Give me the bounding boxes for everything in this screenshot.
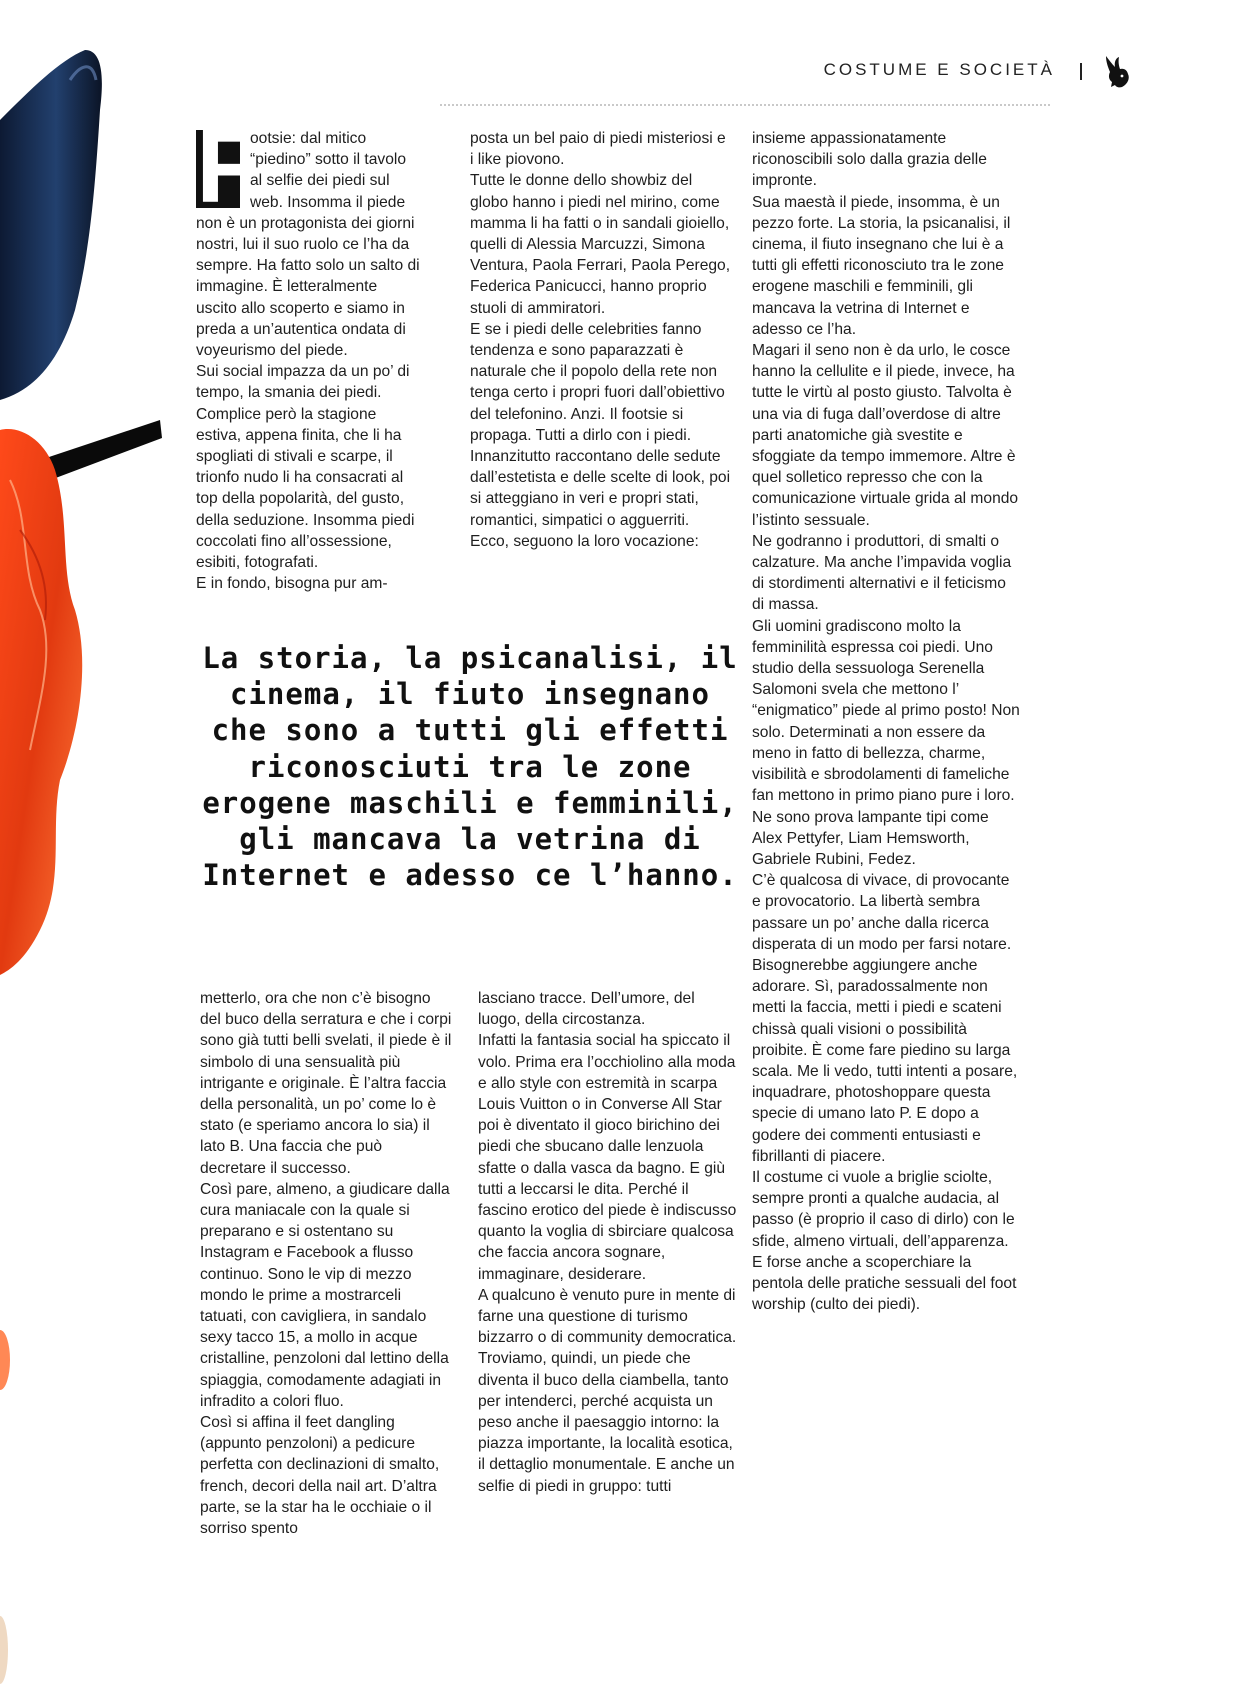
paragraph: Magari il seno non è da urlo, le cosce hanno la cellulite e il piede, invece, ha tutte le virtù al posto giusto. Talvolta è una via di fuga dall’overdose di altre parti anatomiche già svestite e sfoggiate da tempo immemore. Altre è quel solletico represso che con la comunicazione virtuale grida al mondo l’istinto sessuale.	[752, 342, 1019, 529]
paragraph: Così pare, almeno, a giudicare dalla cura maniacale con la quale si preparano e si ostentano su Instagram e Facebook a flusso continuo. Sono le vip di mezzo mondo le prime a mostrarceli tatuati, con cavigliera, in sandalo sexy tacco 15, a mollo in acque cristalline, penzoloni dal lettino della spiaggia, comodamente adagiati in infradito a colori fluo.	[200, 1180, 450, 1410]
paragraph: Il costume ci vuole a briglie sciolte, sempre pronti a qualche audacia, al passo (è proprio il caso di dirlo) con le sfide, almeno virtuali, dell’apparenza. E forse anche a scoperchiare la pentola delle pratiche sessuali del foot worship (culto dei piedi).	[752, 1168, 1017, 1314]
pull-quote: La storia, la psicanalisi, il cinema, il fiuto insegnano che sono a tutti gli effetti riconosciuti tra le zone erogene maschili e femminili, gli mancava la vetrina di Internet e adesso ce l’hanno.	[202, 641, 738, 893]
paragraph: ootsie: dal mitico “piedino” sotto il tavolo al selfie dei piedi sul web. Insomma il piede non è un protagonista dei giorni nostri, lui il suo ruolo ce l’ha da sempre. Ha fatto solo un salto di immagine. È letteralmente uscito allo scoperto e siamo in preda a un’autentica ondata di voyeurismo del piede.	[196, 130, 420, 360]
article-column-2-bottom	[478, 988, 740, 1497]
paragraph: insieme appassionatamente riconoscibili solo dalla grazia delle impronte.	[752, 130, 987, 190]
paragraph: Ne godranno i produttori, di smalti o calzature. Ma anche l’impavida voglia di stordimenti alternativi e il feticismo di massa.	[752, 532, 1012, 614]
stiletto-shoe-illustration	[0, 50, 180, 1700]
paragraph: Infatti la fantasia social ha spiccato il volo. Prima era l’occhiolino alla moda e allo style con estremità in scarpa Louis Vuitton o in Converse All Star poi è diventato il gioco birichino dei piedi che sbucano dalle lenzuola sfatte o dalla vasca da bagno. E giù tutti a leccarsi le dita. Perché il fascino erotico del piede è indiscusso quanto la voglia di sbirciare qualcosa che faccia ancora sognare, immaginare, desiderare.	[478, 1032, 737, 1283]
paragraph: Gli uomini gradiscono molto la femminilità espressa coi piedi. Uno studio della sessuologa Serenella Salomoni svela che mettono l’ “enigmatico” piede al primo posto! Non solo. Determinati a non essere da meno in fatto di bellezza, charme, visibilità e sbrodolamenti di fameliche fan mettono in primo piano pure i loro. Ne sono prova lampante tipi come Alex Pettyfer, Liam Hemsworth, Gabriele Rubini, Fedez.	[752, 617, 1020, 868]
article-column-1-top	[196, 109, 422, 594]
header-divider	[1080, 63, 1082, 80]
bunny-logo-icon	[1100, 54, 1136, 90]
paragraph: E se i piedi delle celebrities fanno tendenza e sono paparazzati è naturale che il popolo della rete non tenga certo i propri fuori dall’obiettivo del telefonino. Anzi. Il footsie si propaga. Tutti a dirlo con i piedi. Innanzitutto raccontano delle sedute dall’estetista e delle scelte di look, poi si atteggiano in veri e propri stati, romantici, simpatici o agguerriti. Ecco, seguono la loro vocazione:	[470, 320, 731, 550]
paragraph: E in fondo, bisogna pur am-	[196, 575, 388, 593]
drop-cap: F	[196, 109, 260, 225]
article-column-1-bottom	[200, 988, 452, 1539]
paragraph: Sua maestà il piede, insomma, è un pezzo forte. La storia, la psicanalisi, il cinema, il fiuto insegnano che lui è a tutti gli effetti riconosciuto tra le zone erogene maschili e femminili, gli mancava la vetrina di Internet e adesso ce l’ha.	[752, 193, 1011, 338]
paragraph: Così si affina il feet dangling (appunto penzoloni) a pedicure perfetta con declinazioni di smalto, french, decori della nail art. D’altra parte, se la star ha le occhiaie o il sorriso spento	[200, 1414, 440, 1538]
paragraph: posta un bel paio di piedi misteriosi e i like piovono.	[470, 130, 726, 169]
article-column-2-top	[470, 128, 732, 552]
paragraph: Sui social impazza da un po’ di tempo, la smania dei piedi. Complice però la stagione estiva, appena finita, che li ha spogliati di stivali e scarpe, il trionfo nudo li ha consacrati al top della popolarità, del gusto, della seduzione. Insomma piedi coccolati fino all’ossessione, esibiti, fotografati.	[196, 363, 415, 572]
paragraph: A qualcuno è venuto pure in mente di farne una questione di turismo bizzarro o di community democratica. Troviamo, quindi, un piede che diventa il buco della ciambella, tanto per intenderci, perché acquista un peso anche il paesaggio intorno: la piazza importante, la località esotica, il dettaglio monumentale. E anche un selfie di piedi in gruppo: tutti	[478, 1286, 737, 1495]
section-header: COSTUME E SOCIETÀ	[823, 60, 1055, 79]
header-rule	[440, 104, 1050, 106]
paragraph: metterlo, ora che non c’è bisogno del buco della serratura e che i corpi sono già tutti belli svelati, il piede è il simbolo di una sensualità più intrigante e originale. È l’altra faccia della personalità, un po’ come lo è stato (e speriamo ancora lo sia) il lato B. Una faccia che può decretare il successo.	[200, 990, 452, 1177]
paragraph: C’è qualcosa di vivace, di provocante e provocatorio. La libertà sembra passare un po’ anche dalla ricerca disperata di un modo per farsi notare. Bisognerebbe aggiungere anche adorare. Sì, paradossalmente non metti la faccia, metti i piedi e scateni chissà quali visioni o possibilità proibite. È come fare piedino su larga scala. Me li vedo, tutti intenti a posare, inquadrare, photoshoppare questa specie di umano lato P. E dopo a godere dei commenti entusiasti e fibrillanti di piacere.	[752, 872, 1018, 1165]
paragraph: Tutte le donne dello showbiz del globo hanno i piedi nel mirino, come mamma li ha fatti o in sandali gioiello, quelli di Alessia Marcuzzi, Simona Ventura, Paola Ferrari, Paola Perego, Federica Panicucci, hanno proprio stuoli di ammiratori.	[470, 172, 731, 317]
paragraph: lasciano tracce. Dell’umore, del luogo, della circostanza.	[478, 990, 695, 1029]
article-column-3	[752, 128, 1020, 1315]
